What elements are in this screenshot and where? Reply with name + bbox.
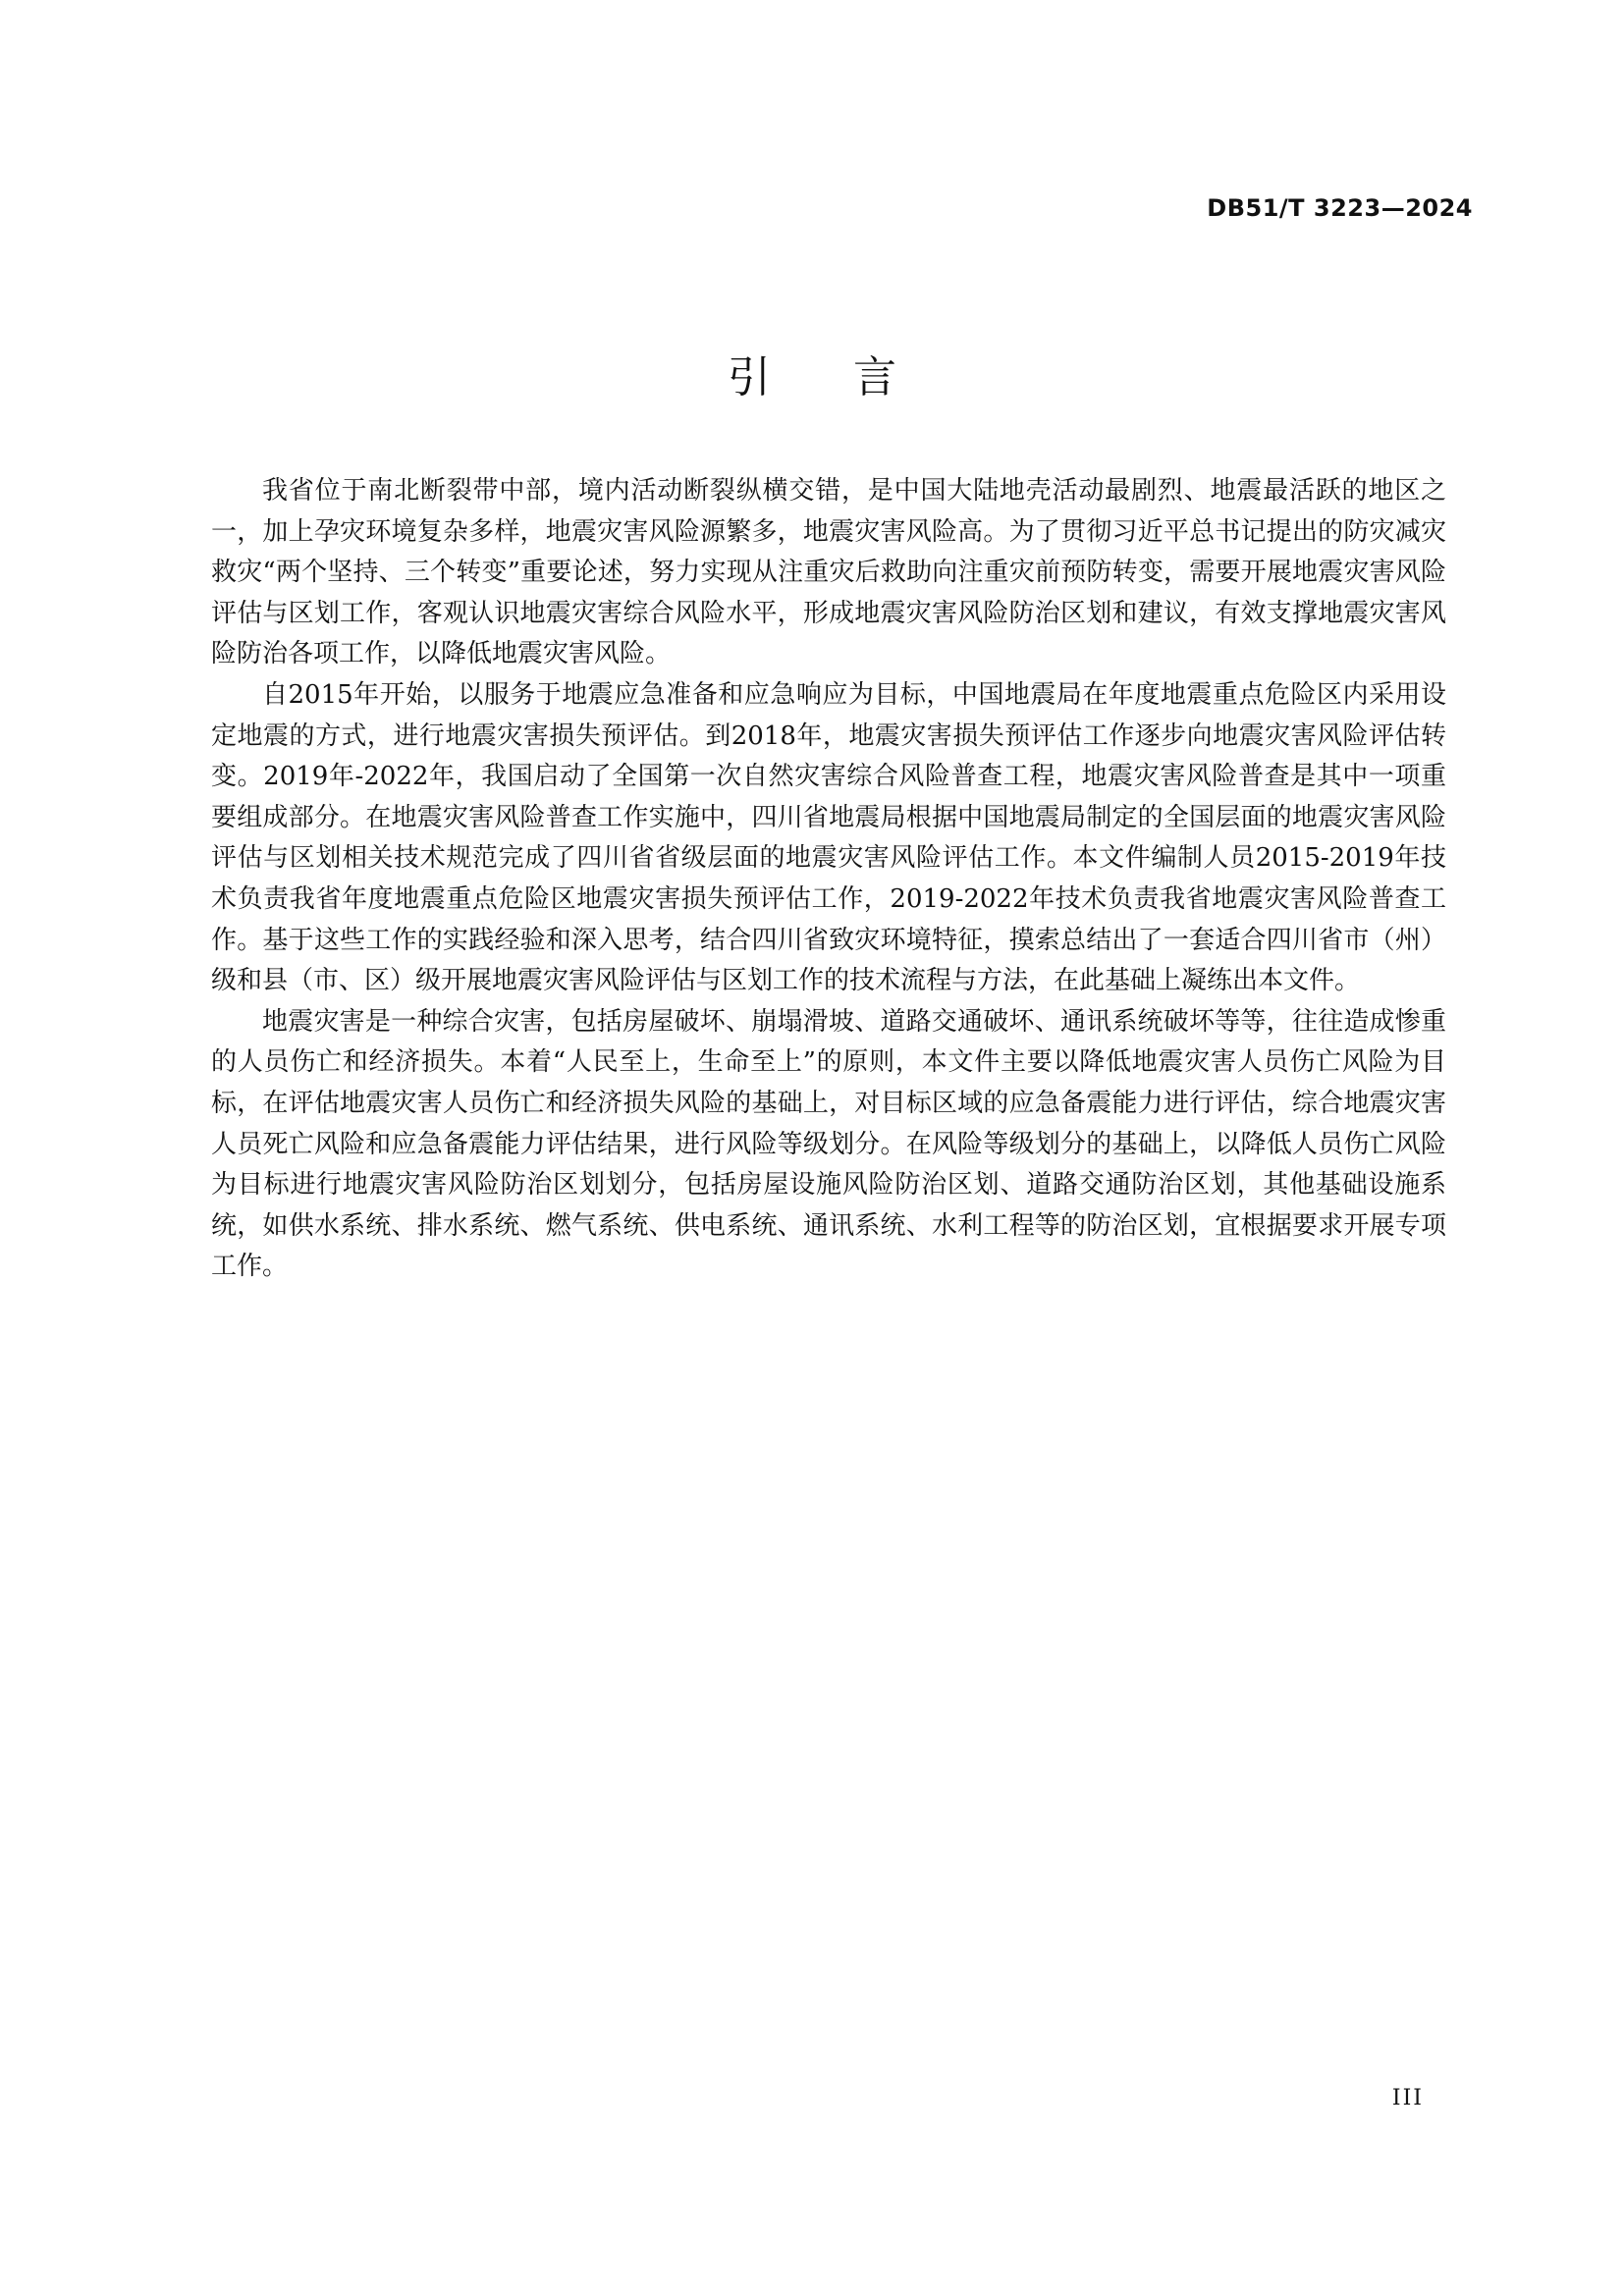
paragraph-3: 地震灾害是一种综合灾害，包括房屋破坏、崩塌滑坡、道路交通破坏、通讯系统破坏等等，往往造成惨重的人员伤亡和经济损失。本着“人民至上，生命至上”的原则，本文件主要以降低地震灾害人员伤亡风险为目标，在评估地震灾害人员伤亡和经济损失风险的基础上，对目标区域的应急备震能力进行评估，综合地震灾害人员死亡风险和应急备震能力评估结果，进行风险等级划分。在风险等级划分的基础上，以降低人员伤亡风险为目标进行地震灾害风险防治区划划分，包括房屋设施风险防治区划、道路交通防治区划，其他基础设施系统，如供水系统、排水系统、燃气系统、供电系统、通讯系统、水利工程等的防治区划，宜根据要求开展专项工作。 [211, 1006, 1446, 1282]
document-code: DB51/T 3223—2024 [1207, 194, 1473, 222]
page-number: III [1391, 2086, 1424, 2110]
body-text [211, 471, 1446, 1288]
paragraph-1: 我省位于南北断裂带中部，境内活动断裂纵横交错，是中国大陆地壳活动最剧烈、地震最活跃的地区之一，加上孕灾环境复杂多样，地震灾害风险源繁多，地震灾害风险高。为了贯彻习近平总书记提出的防灾减灾救灾“两个坚持、三个转变”重要论述，努力实现从注重灾后救助向注重灾前预防转变，需要开展地震灾害风险评估与区划工作，客观认识地震灾害综合风险水平，形成地震灾害风险防治区划和建议，有效支撑地震灾害风险防治各项工作，以降低地震灾害风险。 [211, 476, 1446, 669]
section-title: 引言 [728, 352, 979, 402]
paragraph-2: 自2015年开始，以服务于地震应急准备和应急响应为目标，中国地震局在年度地震重点危险区内采用设定地震的方式，进行地震灾害损失预评估。到2018年，地震灾害损失预评估工作逐步向地震灾害风险评估转变。2019年-2022年，我国启动了全国第一次自然灾害综合风险普查工程，地震灾害风险普查是其中一项重要组成部分。在地震灾害风险普查工作实施中，四川省地震局根据中国地震局制定的全国层面的地震灾害风险评估与区划相关技术规范完成了四川省省级层面的地震灾害风险评估工作。本文件编制人员2015-2019年技术负责我省年度地震重点危险区地震灾害损失预评估工作，2019-2022年技术负责我省地震灾害风险普查工作。基于这些工作的实践经验和深入思考，结合四川省致灾环境特征，摸索总结出了一套适合四川省市（州）级和县（市、区）级开展地震灾害风险评估与区划工作的技术流程与方法，在此基础上凝练出本文件。 [211, 679, 1446, 996]
